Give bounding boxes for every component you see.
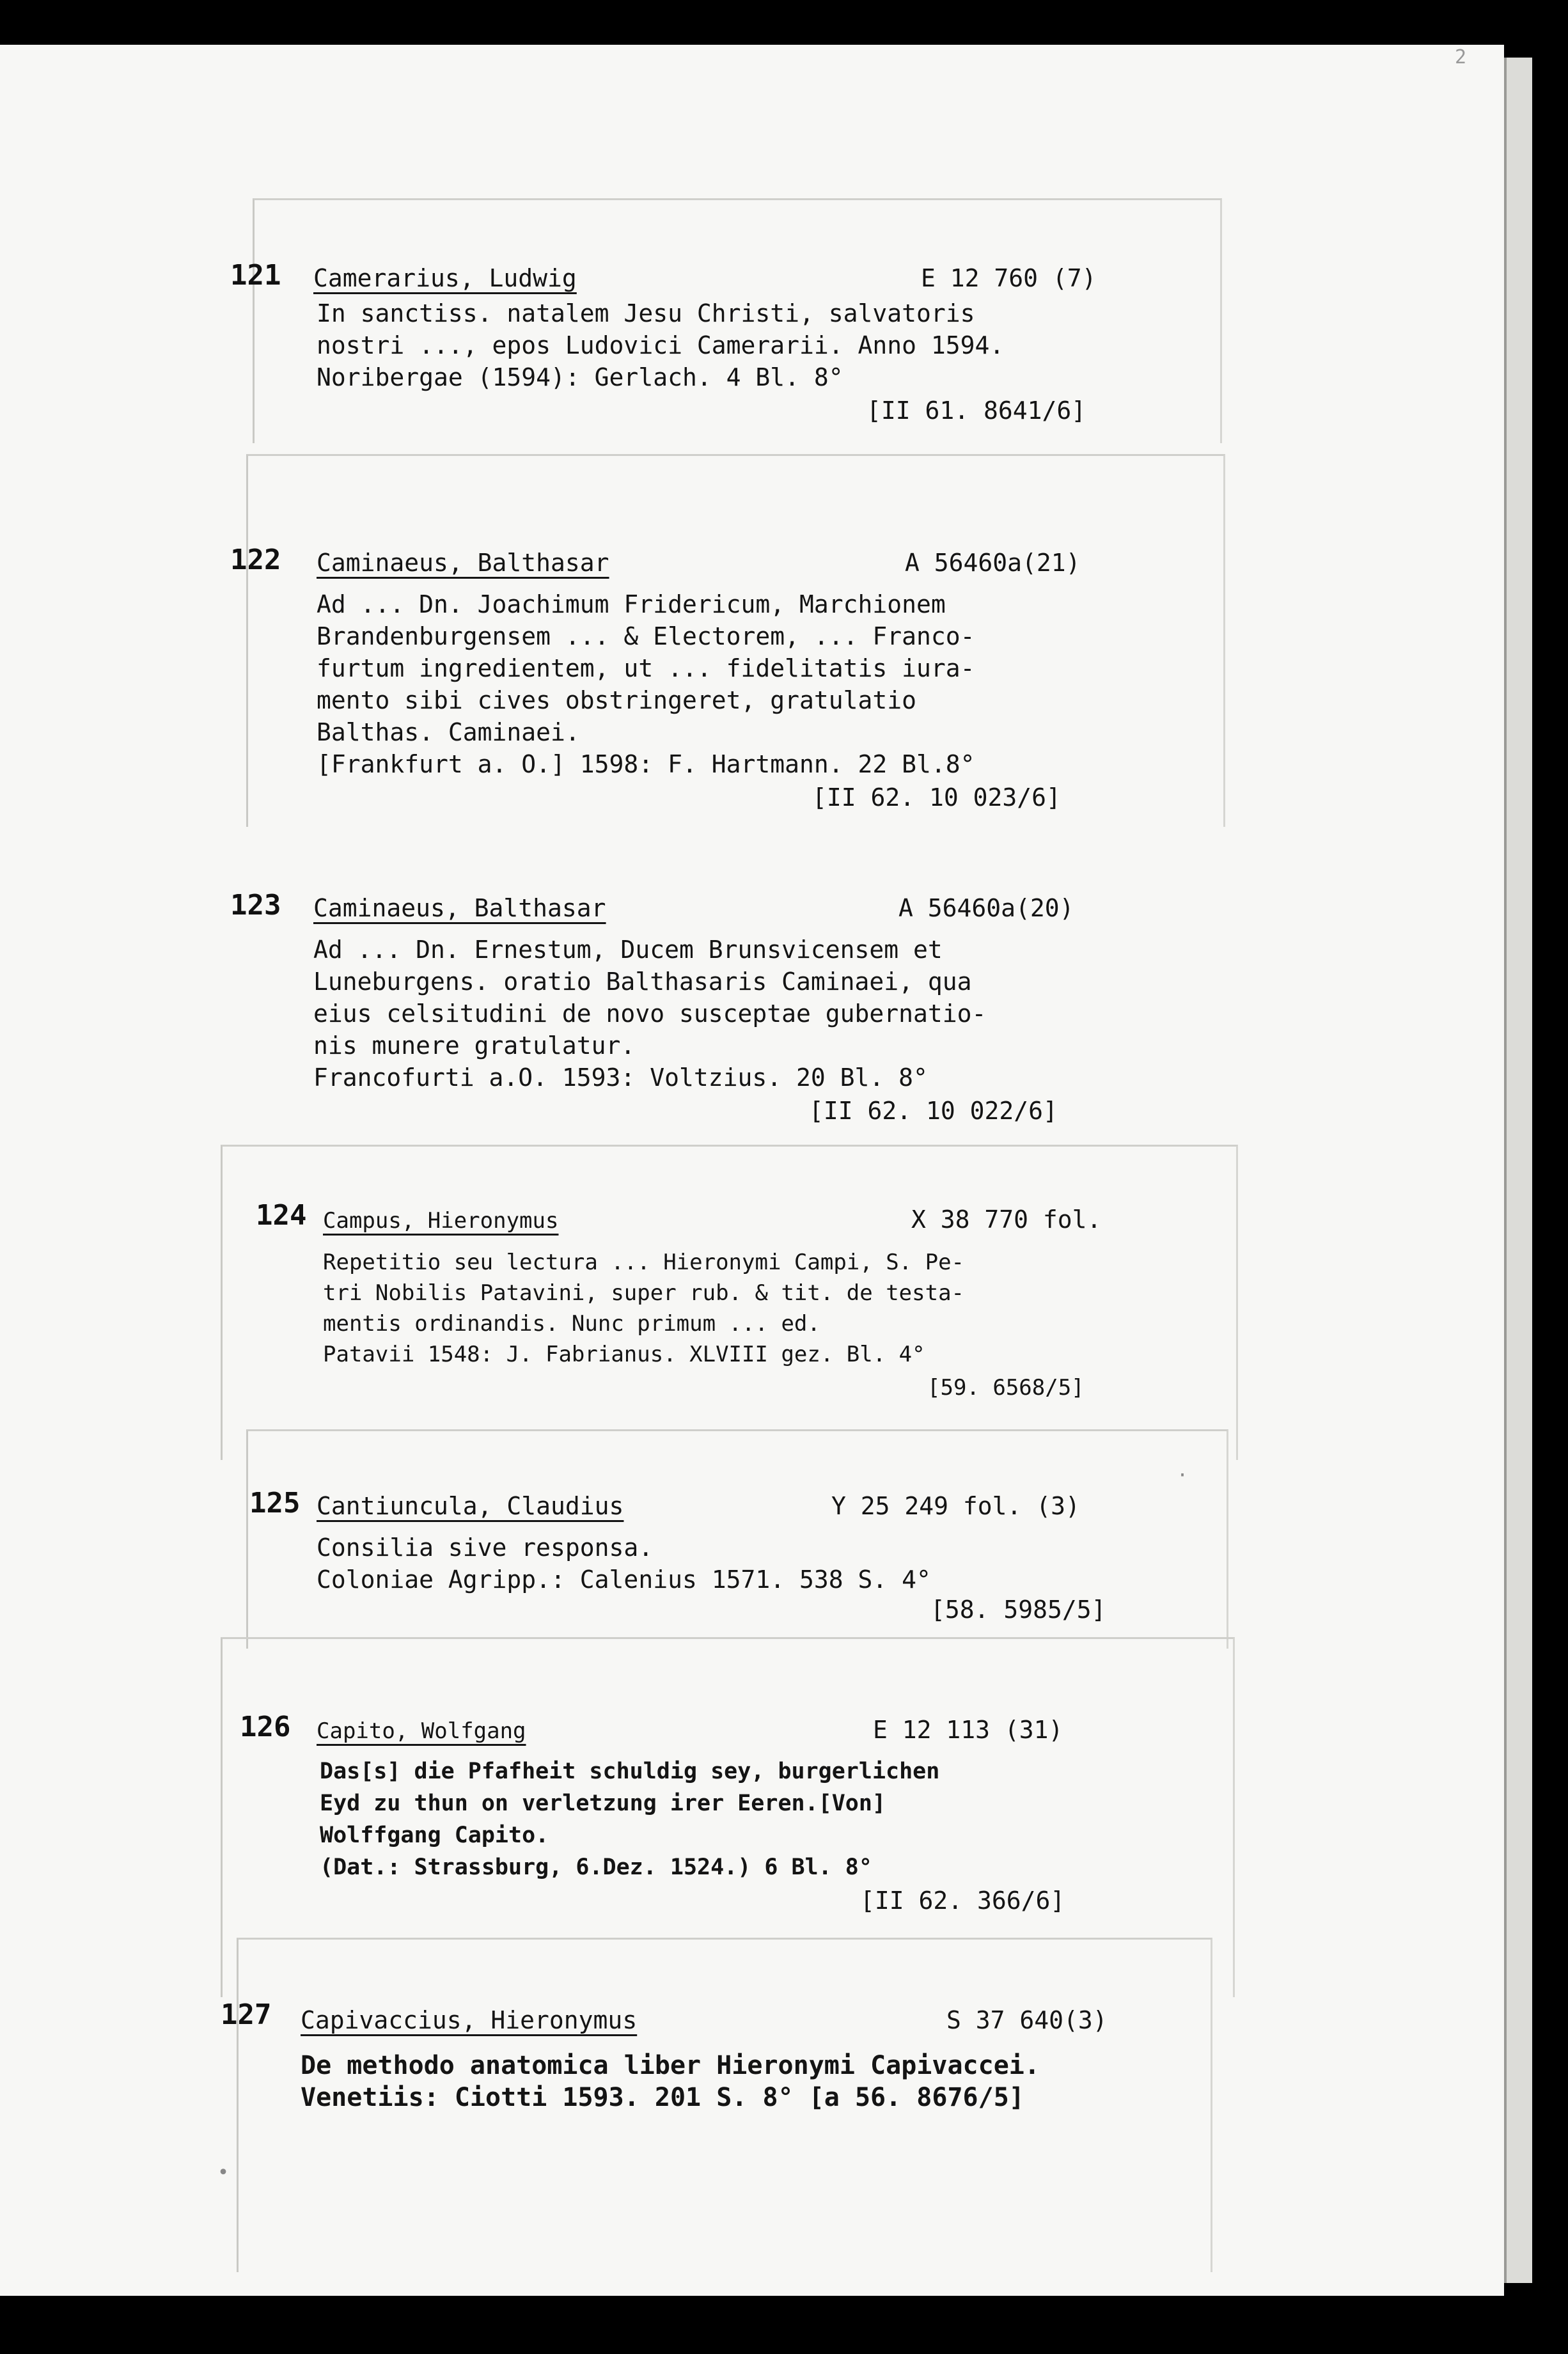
call-reference: [II 62. 10 022/6] — [809, 1097, 1058, 1125]
title-line: Das[s] die Pfafheit schuldig sey, burgerlichen — [320, 1759, 940, 1784]
page-edge — [1504, 58, 1532, 2283]
call-reference: [II 62. 10 023/6] — [812, 783, 1061, 812]
imprint-line: Venetiis: Ciotti 1593. 201 S. 8° [a 56. 8676/5] — [301, 2083, 1024, 2112]
title-line: mento sibi cives obstringeret, gratulatio — [317, 686, 916, 714]
call-reference: [59. 6568/5] — [927, 1375, 1085, 1401]
entry-number: 125 — [249, 1487, 301, 1519]
speck-mark: · — [1177, 1464, 1189, 1487]
author-name: Capivaccius, Hieronymus — [301, 2006, 638, 2034]
shelfmark: E 12 113 (31) — [873, 1716, 1063, 1744]
shelfmark: Y 25 249 fol. (3) — [831, 1492, 1080, 1520]
author-name: Campus, Hieronymus — [323, 1208, 559, 1234]
imprint-line: [Frankfurt a. O.] 1598: F. Hartmann. 22 Bl.8° — [317, 750, 975, 778]
entry-number: 123 — [230, 889, 281, 922]
title-line: nis munere gratulatur. — [313, 1032, 636, 1060]
shelfmark: X 38 770 fol. — [911, 1205, 1102, 1234]
imprint-line: Patavii 1548: J. Fabrianus. XLVIII gez. Bl. 4° — [323, 1342, 925, 1367]
entry-number: 127 — [221, 1998, 272, 2031]
catalog-page — [0, 45, 1504, 2296]
imprint-line: Francofurti a.O. 1593: Voltzius. 20 Bl. 8° — [313, 1063, 928, 1092]
shelfmark: E 12 760 (7) — [921, 264, 1097, 292]
title-line: Ad ... Dn. Ernestum, Ducem Brunsvicensem et — [313, 936, 943, 964]
entry-number: 122 — [230, 544, 281, 576]
entry-number: 121 — [230, 259, 281, 292]
shelfmark: A 56460a(21) — [905, 549, 1081, 577]
call-reference: [II 61. 8641/6] — [866, 396, 1086, 425]
author-name: Cantiuncula, Claudius — [317, 1492, 624, 1520]
title-line: tri Nobilis Patavini, super rub. & tit. de testa- — [323, 1280, 965, 1306]
title-line: furtum ingredientem, ut ... fidelitatis iura- — [317, 654, 975, 682]
title-line: Luneburgens. oratio Balthasaris Caminaei, qua — [313, 968, 972, 996]
title-line: In sanctiss. natalem Jesu Christi, salvatoris — [317, 299, 975, 327]
title-line: nostri ..., epos Ludovici Camerarii. Anno 1594. — [317, 331, 1005, 359]
author-name: Capito, Wolfgang — [317, 1718, 526, 1744]
title-line: mentis ordinandis. Nunc primum ... ed. — [323, 1311, 820, 1337]
imprint-line: Noribergae (1594): Gerlach. 4 Bl. 8° — [317, 363, 843, 391]
title-line: Repetitio seu lectura ... Hieronymi Campi, S. Pe- — [323, 1250, 965, 1275]
shelfmark: S 37 640(3) — [946, 2006, 1108, 2034]
title-line: Eyd zu thun on verletzung irer Eeren.[Von] — [320, 1791, 886, 1816]
call-reference: [58. 5985/5] — [930, 1596, 1106, 1624]
author-name: Caminaeus, Balthasar — [313, 894, 606, 922]
imprint-line: Coloniae Agripp.: Calenius 1571. 538 S. 4° — [317, 1565, 931, 1594]
entry-number: 124 — [256, 1199, 307, 1232]
title-line: Balthas. Caminaei. — [317, 718, 580, 746]
title-line: eius celsitudini de novo susceptae gubernatio- — [313, 1000, 987, 1028]
author-name: Camerarius, Ludwig — [313, 264, 577, 292]
shelfmark: A 56460a(20) — [898, 894, 1074, 922]
call-reference: [II 62. 366/6] — [860, 1887, 1065, 1915]
entry-number: 126 — [240, 1711, 291, 1743]
imprint-line: (Dat.: Strassburg, 6.Dez. 1524.) 6 Bl. 8° — [320, 1855, 872, 1880]
title-line: De methodo anatomica liber Hieronymi Capivaccei. — [301, 2051, 1040, 2080]
author-name: Caminaeus, Balthasar — [317, 549, 609, 577]
title-line: Ad ... Dn. Joachimum Fridericum, Marchionem — [317, 590, 946, 618]
title-line: Brandenburgensem ... & Electorem, ... Franco- — [317, 622, 975, 650]
page-number: 2 — [1455, 46, 1467, 68]
title-line: Consilia sive responsa. — [317, 1534, 654, 1562]
title-line: Wolffgang Capito. — [320, 1823, 549, 1848]
speck-mark: • — [217, 2162, 230, 2184]
